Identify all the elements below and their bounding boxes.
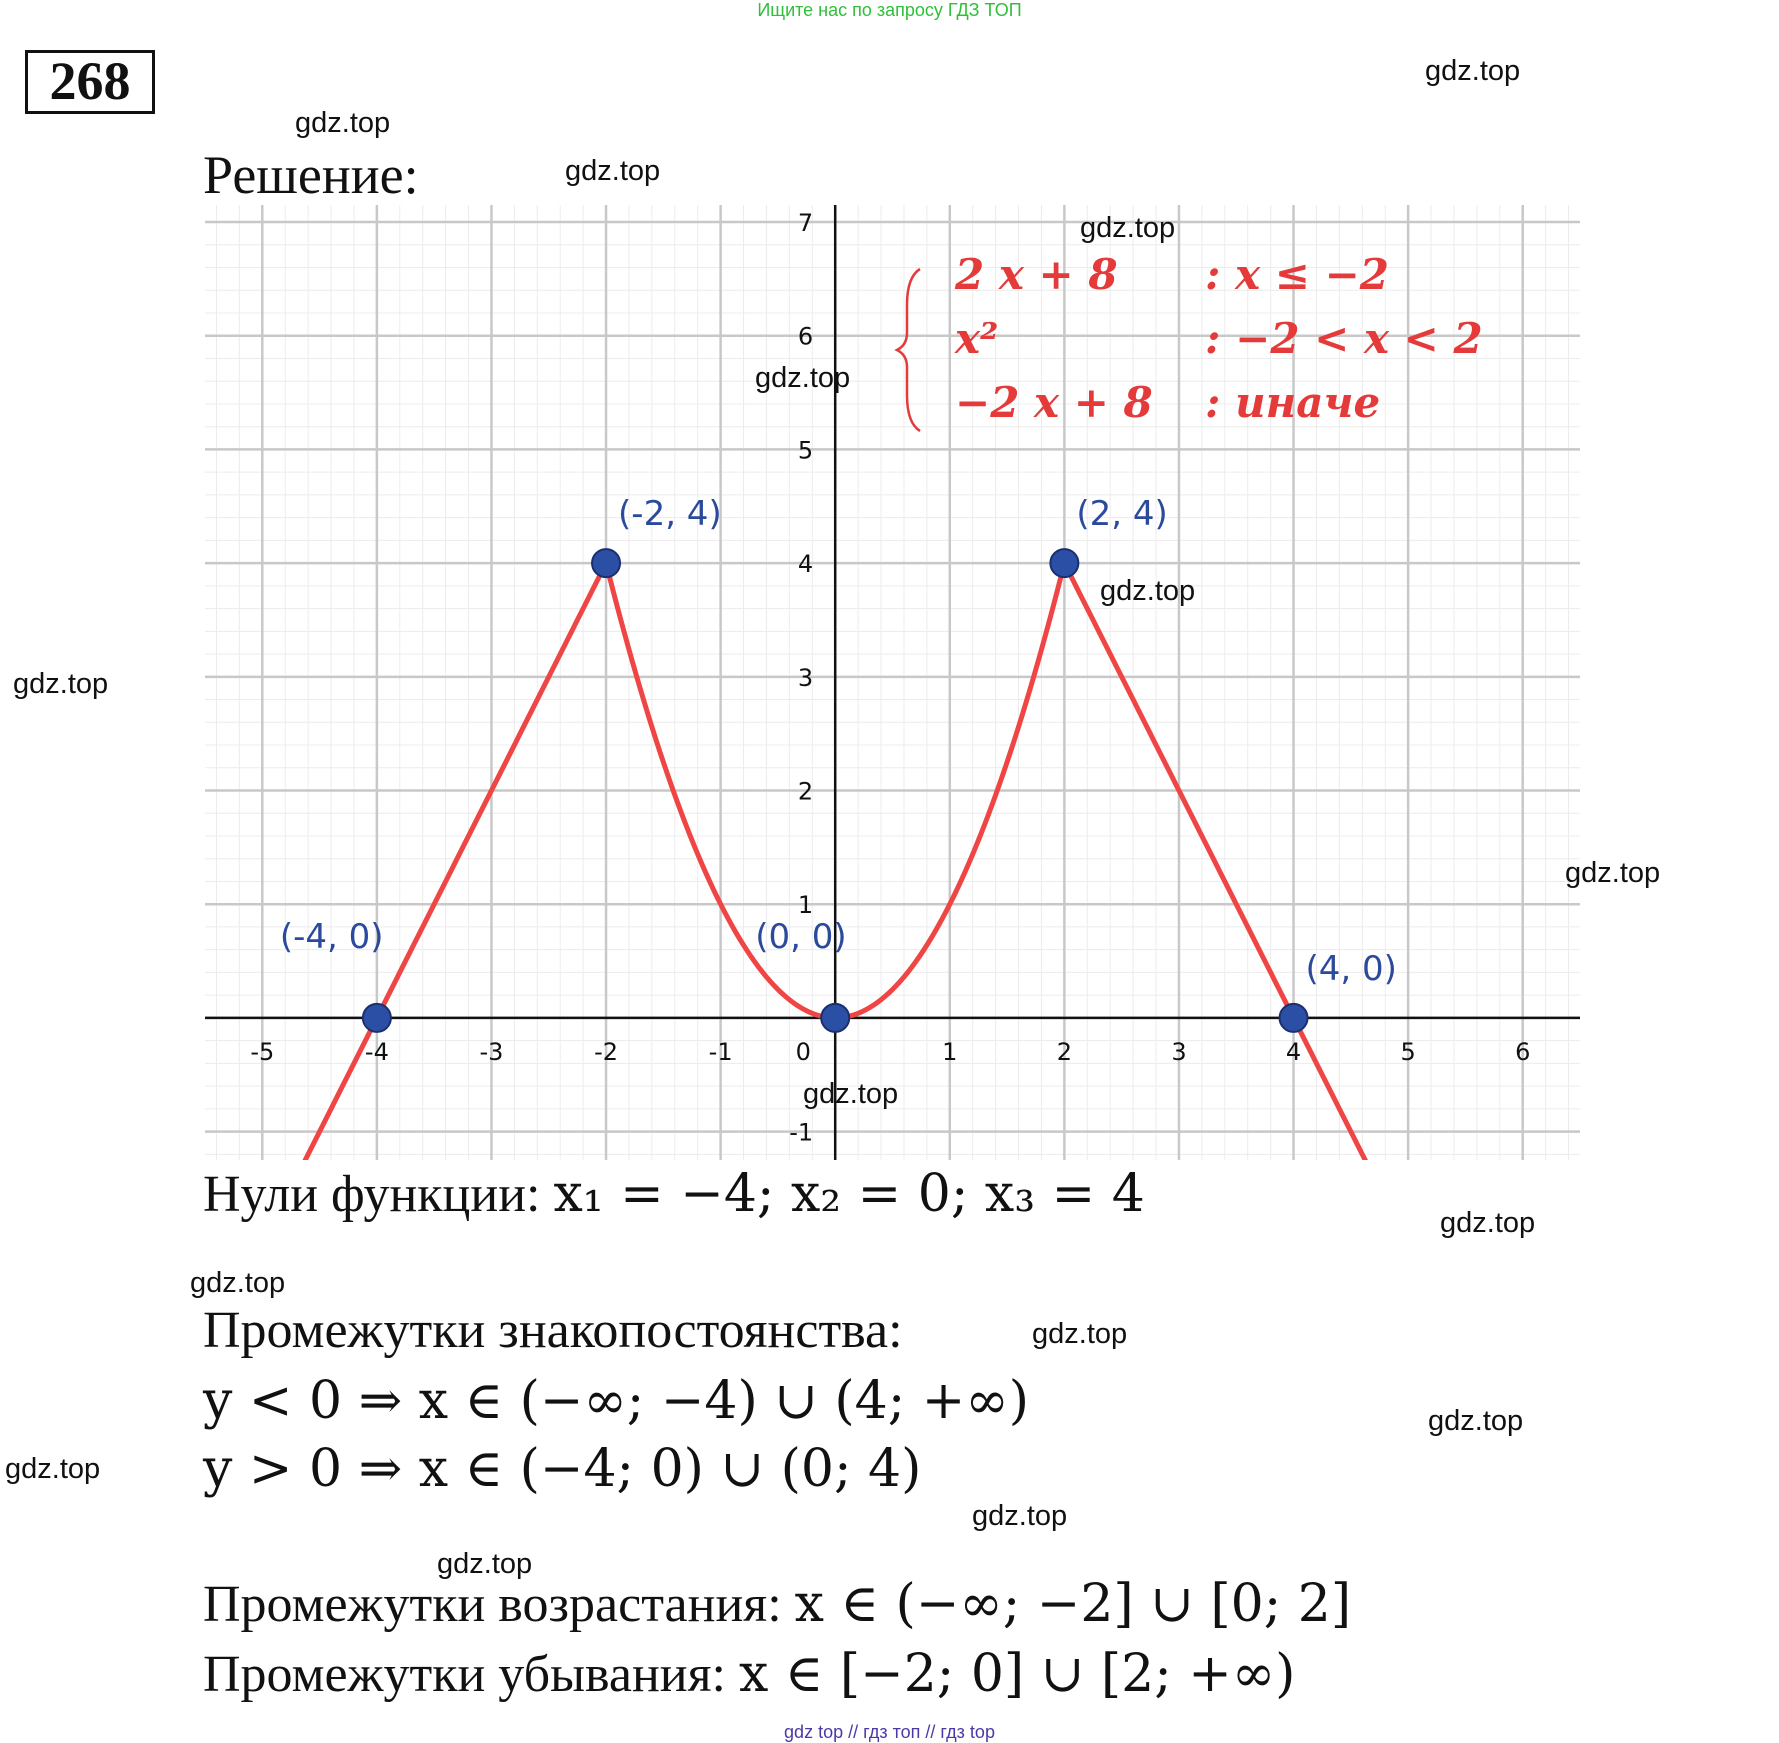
key-point [363, 1004, 391, 1032]
curve-segment [205, 563, 606, 1160]
watermark[interactable]: gdz.top [1565, 857, 1661, 889]
negative-interval: y < 0 ⇒ x ∈ (−∞; −4) ∪ (4; +∞) [203, 1371, 1029, 1431]
formula-row-3-cond: : иначе [1205, 378, 1381, 427]
increasing-label: Промежутки возрастания: [203, 1576, 795, 1633]
point-label: (2, 4) [1076, 494, 1168, 535]
x-tick-label: 6 [1515, 1037, 1531, 1066]
formula-row-1-cond: : x ≤ −2 [1205, 250, 1390, 299]
y-tick-label: -1 [789, 1118, 814, 1147]
point-label: (-2, 4) [618, 494, 722, 535]
y-tick-label: 6 [797, 322, 814, 351]
decreasing-value: x ∈ [−2; 0] ∪ [2; +∞) [738, 1644, 1296, 1704]
y-tick-label: 3 [797, 663, 814, 692]
watermark[interactable]: gdz.top [1425, 55, 1521, 87]
x-tick-label: -5 [250, 1037, 275, 1066]
formula-row-2-cond: : −2 < x < 2 [1205, 314, 1483, 363]
watermark[interactable]: gdz.top [5, 1453, 101, 1485]
top-banner[interactable]: Ищите нас по запросу ГДЗ ТОП [757, 0, 1022, 20]
point-label: (-4, 0) [279, 916, 384, 957]
problem-number: 268 [25, 50, 155, 114]
decreasing-line [203, 1644, 1296, 1704]
x-tick-label: 1 [942, 1037, 958, 1066]
watermark[interactable]: gdz.top [1428, 1405, 1524, 1437]
key-point [1050, 549, 1078, 577]
function-curve [205, 563, 1580, 1160]
x-tick-label: 4 [1285, 1037, 1302, 1066]
watermark[interactable]: gdz.top [1100, 575, 1196, 607]
x-tick-label: 2 [1056, 1037, 1073, 1066]
watermark[interactable]: gdz.top [1080, 212, 1176, 244]
positive-interval: y > 0 ⇒ x ∈ (−4; 0) ∪ (0; 4) [203, 1439, 922, 1499]
point-label: (4, 0) [1305, 948, 1397, 989]
y-tick-label: 5 [797, 436, 814, 465]
x-tick-label: 0 [795, 1037, 811, 1066]
key-point [592, 549, 620, 577]
watermark[interactable]: gdz.top [972, 1500, 1068, 1532]
y-tick-label: 2 [797, 777, 814, 806]
y-tick-label: 1 [797, 891, 814, 920]
formula-row-1-expr: 2 x + 8 [955, 250, 1118, 299]
y-tick-label: 4 [797, 550, 814, 579]
zeros-value: x₁ = −4; x₂ = 0; x₃ = 4 [553, 1164, 1145, 1224]
x-tick-label: -4 [364, 1037, 389, 1066]
formula-row-3-expr: −2 x + 8 [955, 378, 1153, 427]
x-tick-label: 3 [1171, 1037, 1187, 1066]
watermark[interactable]: gdz.top [13, 668, 109, 700]
watermark[interactable]: gdz.top [1440, 1207, 1536, 1239]
zeros-label: Нули функции: [203, 1166, 554, 1223]
watermark[interactable]: gdz.top [1032, 1318, 1128, 1350]
formula-row-2-expr: x² [955, 314, 999, 363]
x-tick-label: -2 [594, 1037, 619, 1066]
watermark[interactable]: gdz.top [755, 362, 851, 394]
key-point [821, 1004, 849, 1032]
watermark[interactable]: gdz.top [565, 155, 661, 187]
point-label: (0, 0) [755, 916, 847, 957]
watermark[interactable]: gdz.top [295, 107, 391, 139]
watermark[interactable]: gdz.top [803, 1078, 899, 1110]
footer-links[interactable]: gdz top // гдз топ // гдз top [784, 1722, 995, 1742]
key-point [1280, 1004, 1308, 1032]
x-tick-label: -1 [708, 1037, 733, 1066]
formula-brace [897, 269, 920, 431]
x-tick-label: 5 [1400, 1037, 1416, 1066]
zeros-line [203, 1164, 1145, 1224]
watermark[interactable]: gdz.top [190, 1267, 286, 1299]
y-tick-label: 7 [797, 209, 814, 238]
increasing-line [203, 1574, 1352, 1634]
decreasing-label: Промежутки убывания: [203, 1646, 739, 1703]
sign-intervals-heading: Промежутки знакопостоянства: [203, 1302, 903, 1359]
key-points [280, 494, 1397, 1032]
piecewise-function-chart [205, 205, 1580, 1160]
x-tick-label: -3 [479, 1037, 504, 1066]
watermark[interactable]: gdz.top [437, 1548, 533, 1580]
curve-segment [1064, 563, 1580, 1160]
increasing-value: x ∈ (−∞; −2] ∪ [0; 2] [794, 1574, 1352, 1634]
solution-heading: Решение: [203, 145, 419, 205]
